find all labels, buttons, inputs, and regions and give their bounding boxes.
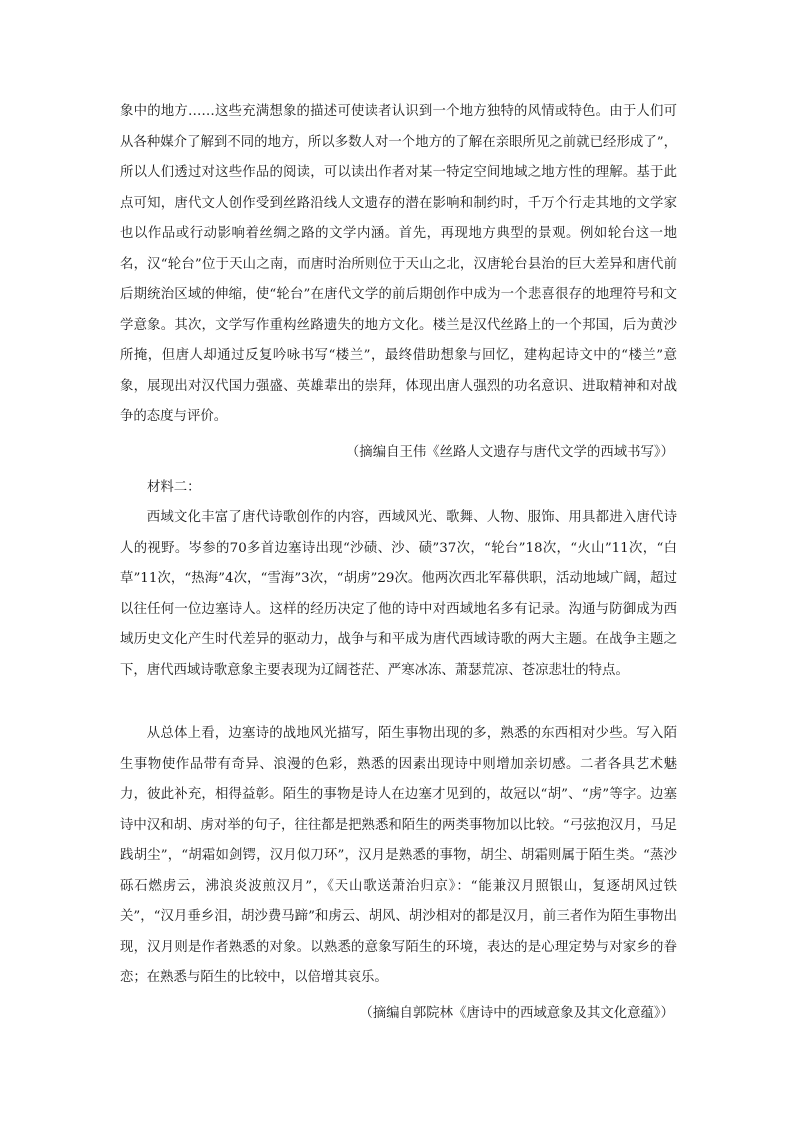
material2-paragraph-1: 西域文化丰富了唐代诗歌创作的内容，西域风光、歌舞、人物、服饰、用具都进入唐代诗人的视野。岑参的70多首边塞诗出现“沙碛、沙、碛”37次，“轮台”18次，“火山”11次，“白草”11次，“热海”4次，“雪海”3次，“胡虏”29次。他两次西北军幕供职，活动地域广阔，超过以往任何一位边塞诗人。这样的经历决定了他的诗中对西域地名多有记录。沟通与防御成为西域历史文化产生时代差异的驱动力，战争与和平成为唐代西域诗歌的两大主题。在战争主题之下，唐代西域诗歌意象主要表现为辽阔苍茫、严寒冰冻、萧瑟荒凉、苍凉悲壮的特点。 bbox=[120, 510, 677, 678]
material2-source: （摘编自郭院林《唐诗中的西域意象及其文化意蕴》） bbox=[359, 1006, 674, 1021]
material1-source: （摘编自王伟《丝路人文遗存与唐代文学的西域书写》） bbox=[345, 445, 674, 460]
material2-paragraph-2: 从总体上看，边塞诗的战地风光描写，陌生事物出现的多，熟悉的东西相对少些。写入陌生事物使作品带有奇异、浪漫的色彩，熟悉的因素出现诗中则增加亲切感。二者各具艺术魅力，彼此补充，相得益彰。陌生的事物是诗人在边塞才见到的，故冠以“胡”、“虏”等字。边塞诗中汉和胡、虏对举的句子，往往都是把熟悉和陌生的两类事物加以比较。“弓弦抱汉月，马足践胡尘”，“胡霜如剑锷，汉月似刀环”，汉月是熟悉的事物，胡尘、胡霜则属于陌生类。“蒸沙砾石燃虏云，沸浪炎波煎汉月”，《天山歌送萧治归京》：“能兼汉月照银山，复逐胡风过铁关”，“汉月垂乡泪，胡沙费马蹄”和虏云、胡风、胡沙相对的都是汉月，前三者作为陌生事物出现，汉月则是作者熟悉的对象。以熟悉的意象写陌生的环境，表达的是心理定势与对家乡的眷恋；在熟悉与陌生的比较中，以倍增其哀乐。 bbox=[120, 726, 677, 985]
material1-paragraph: 象中的地方……这些充满想象的描述可使读者认识到一个地方独特的风情或特色。由于人们可从各种媒介了解到不同的地方，所以多数人对一个地方的了解在亲眼所见之前就已经形成了”，所以人们透过对这些作品的阅读，可以读出作者对某一特定空间地域之地方性的理解。基于此点可知，唐代文人创作受到丝路沿线人文遗存的潜在影响和制约时，千万个行走其地的文学家也以作品或行动影响着丝绸之路的文学内涵。首先，再现地方典型的景观。例如轮台这一地名，汉“轮台”位于天山之南，而唐时治所则位于天山之北，汉唐轮台县治的巨大差异和唐代前后期统治区域的伸缩，使“轮台”在唐代文学的前后期创作中成为一个悲喜很存的地理符号和文学意象。其次，文学写作重构丝路遗失的地方文化。楼兰是汉代丝路上的一个邦国，后为黄沙所掩，但唐人却通过反复吟咏书写“楼兰”，最终借助想象与回忆，建构起诗文中的“楼兰”意象，展现出对汉代国力强盛、英雄辈出的崇拜，体现出唐人强烈的功名意识、进取精神和对战争的态度与评价。 bbox=[120, 104, 677, 424]
material2-label: 材料二： bbox=[147, 480, 201, 495]
